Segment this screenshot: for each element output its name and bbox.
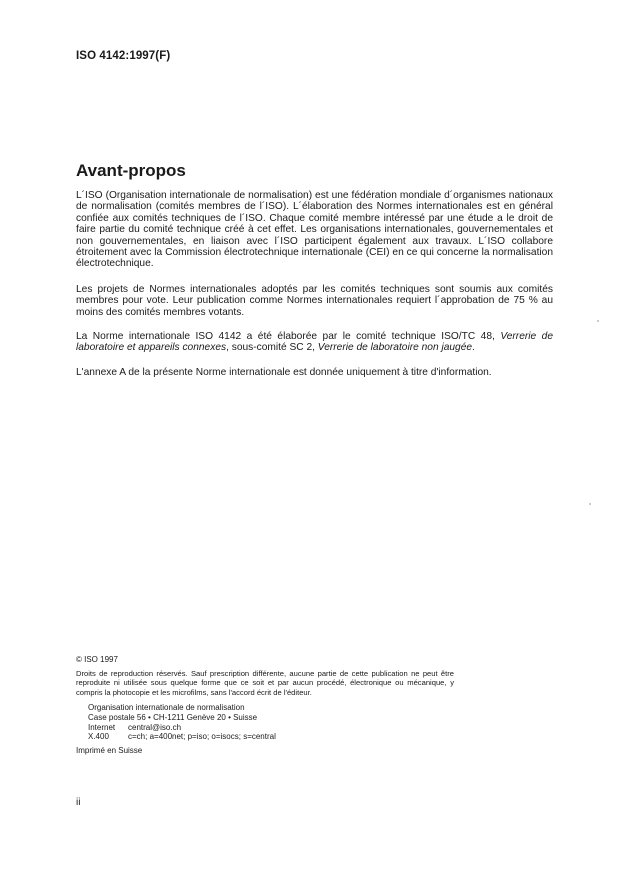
internet-label: Internet <box>88 722 116 732</box>
x400-label: X.400 <box>88 732 109 742</box>
organisation-name: Organisation internationale de normalisation <box>88 703 245 713</box>
rights-notice: Droits de reproduction réservés. Sauf prescription différente, aucune partie de cette publication ne peut être reproduite ni utilisée sous quelque forme que ce soit et par aucun procédé, électronique ou mécanique, y compris la photocopie et les microfilms, sans l'accord écrit de l'éditeur. <box>76 668 454 697</box>
postal-address: Case postale 56 • CH-1211 Genève 20 • Suisse <box>88 712 258 722</box>
internet-row <box>88 723 546 733</box>
period: . <box>472 342 475 354</box>
paragraph-annex: L'annexe A de la présente Norme internationale est donnée uniquement à titre d'information. <box>76 367 492 378</box>
printed-in: Imprimé en Suisse <box>76 745 143 755</box>
address-block <box>88 703 546 741</box>
page-title: Avant-propos <box>76 161 186 180</box>
document-id: ISO 4142:1997(F) <box>76 50 171 62</box>
paragraph-voting: Les projets de Normes internationales adoptés par les comités techniques sont soumis aux comités membres pour vote. Leur publication comme Normes internationales requiert l´approbation de 75 % au moins des comités membres votants. <box>76 284 553 318</box>
paragraph-committee <box>76 331 553 354</box>
subcommittee-text: , sous-comité SC 2, <box>226 342 318 354</box>
copyright-block <box>76 655 546 755</box>
committee-title: Verrerie de laboratoire et appareils connexes <box>76 331 553 354</box>
page-number: ii <box>76 797 81 808</box>
internet-address: central@iso.ch <box>128 722 182 732</box>
x400-row <box>88 732 546 742</box>
x400-address: c=ch; a=400net; p=iso; o=isocs; s=central <box>128 732 276 742</box>
paragraph-iso-intro: L´ISO (Organisation internationale de normalisation) est une fédération mondiale d´organismes nationaux de normalisation (comités membres de l´ISO). L´élaboration des Normes internationales est en général confiée aux comités techniques de l´ISO. Chaque comité membre intéressé par une étude a le droit de faire partie du comité technique créé à cet effet. Les organisations internationales, gouvernementales et non gouvernementales, en liaison avec l´ISO participent également aux travaux. L´ISO collabore étroitement avec la Commission électrotechnique internationale (CEI) en ce qui concerne la normalisation électrotechnique. <box>76 190 553 270</box>
committee-text: La Norme internationale ISO 4142 a été élaborée par le comité technique ISO/TC 48, <box>76 331 501 342</box>
copyright-line: © ISO 1997 <box>76 655 118 664</box>
subcommittee-title: Verrerie de laboratoire non jaugée <box>317 342 473 354</box>
scan-speck <box>589 503 591 505</box>
scan-speck <box>597 320 599 322</box>
